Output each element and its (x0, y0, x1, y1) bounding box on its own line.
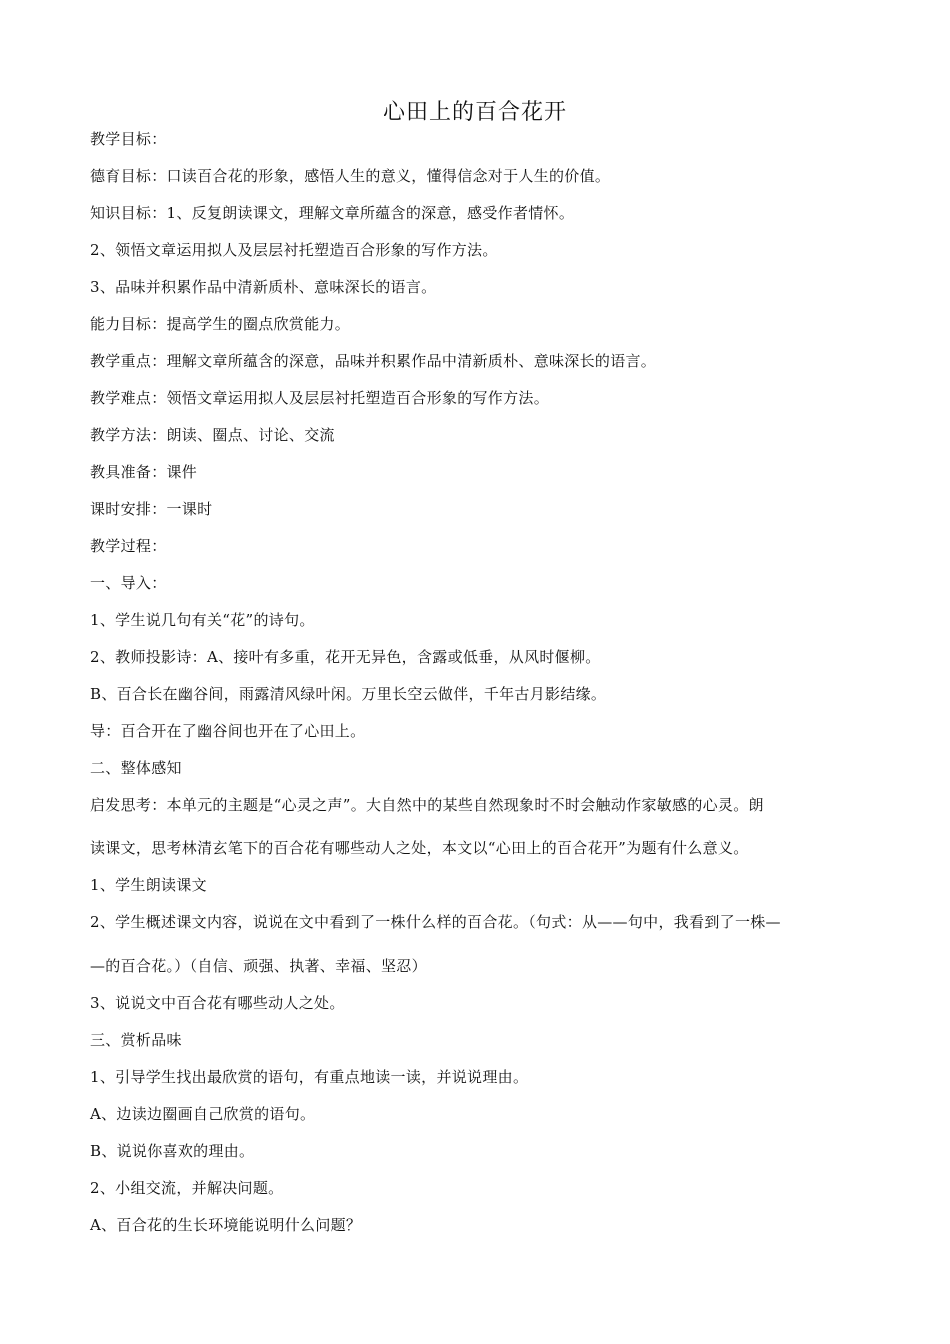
text-line: 2、小组交流，并解决问题。 (90, 1179, 284, 1197)
text-line: 启发思考：本单元的主题是“心灵之声”。大自然中的某些自然现象时不时会触动作家敏感的心灵。朗 (90, 796, 764, 814)
text-line: 读课文，思考林清玄笔下的百合花有哪些动人之处，本文以“心田上的百合花开”为题有什么意义。 (90, 839, 749, 857)
text-line: 教学过程： (90, 537, 167, 555)
text-line: 2、教师投影诗：A、接叶有多重，花开无异色，含露或低垂，从风时偃柳。 (90, 648, 601, 666)
text-line: 教学重点：理解文章所蕴含的深意，品味并积累作品中清新质朴、意味深长的语言。 (90, 352, 657, 370)
text-line: B、说说你喜欢的理由。 (90, 1142, 255, 1160)
text-line: 导：百合开在了幽谷间也开在了心田上。 (90, 722, 366, 740)
text-line: 3、品味并积累作品中清新质朴、意味深长的语言。 (90, 278, 437, 296)
text-line: A、百合花的生长环境能说明什么问题？ (90, 1216, 362, 1234)
text-line: 教学方法：朗读、圈点、讨论、交流 (90, 426, 335, 444)
text-line: 课时安排：一课时 (90, 500, 213, 518)
text-line: 二、整体感知 (90, 759, 182, 777)
text-line: 教学目标： (90, 130, 167, 148)
document-title: 心田上的百合花开 (382, 100, 567, 125)
text-line: B、百合长在幽谷间，雨露清风绿叶闲。万里长空云做伴，千年古月影结缘。 (90, 685, 607, 703)
text-line: 教具准备：课件 (90, 463, 198, 481)
text-line: 能力目标：提高学生的圈点欣赏能力。 (90, 315, 351, 333)
text-line: 教学难点：领悟文章运用拟人及层层衬托塑造百合形象的写作方法。 (90, 389, 550, 407)
text-line: A、边读边圈画自己欣赏的语句。 (90, 1105, 316, 1123)
text-line: 3、说说文中百合花有哪些动人之处。 (90, 994, 345, 1012)
text-line: 三、赏析品味 (90, 1031, 182, 1049)
text-line: 2、学生概述课文内容，说说在文中看到了一株什么样的百合花。（句式：从——句中，我看到了一株— (90, 913, 781, 931)
text-line: 1、学生说几句有关“花”的诗句。 (90, 611, 315, 629)
text-line: 知识目标：1、反复朗读课文，理解文章所蕴含的深意，感受作者情怀。 (90, 204, 575, 222)
text-line: —的百合花。）（自信、顽强、执著、幸福、坚忍） (90, 957, 427, 975)
text-line: 2、领悟文章运用拟人及层层衬托塑造百合形象的写作方法。 (90, 241, 498, 259)
text-line: 1、引导学生找出最欣赏的语句，有重点地读一读，并说说理由。 (90, 1068, 529, 1086)
text-line: 1、学生朗读课文 (90, 876, 207, 894)
text-line: 德育目标：口读百合花的形象，感悟人生的意义，懂得信念对于人生的价值。 (90, 167, 611, 185)
text-line: 一、导入： (90, 574, 167, 592)
